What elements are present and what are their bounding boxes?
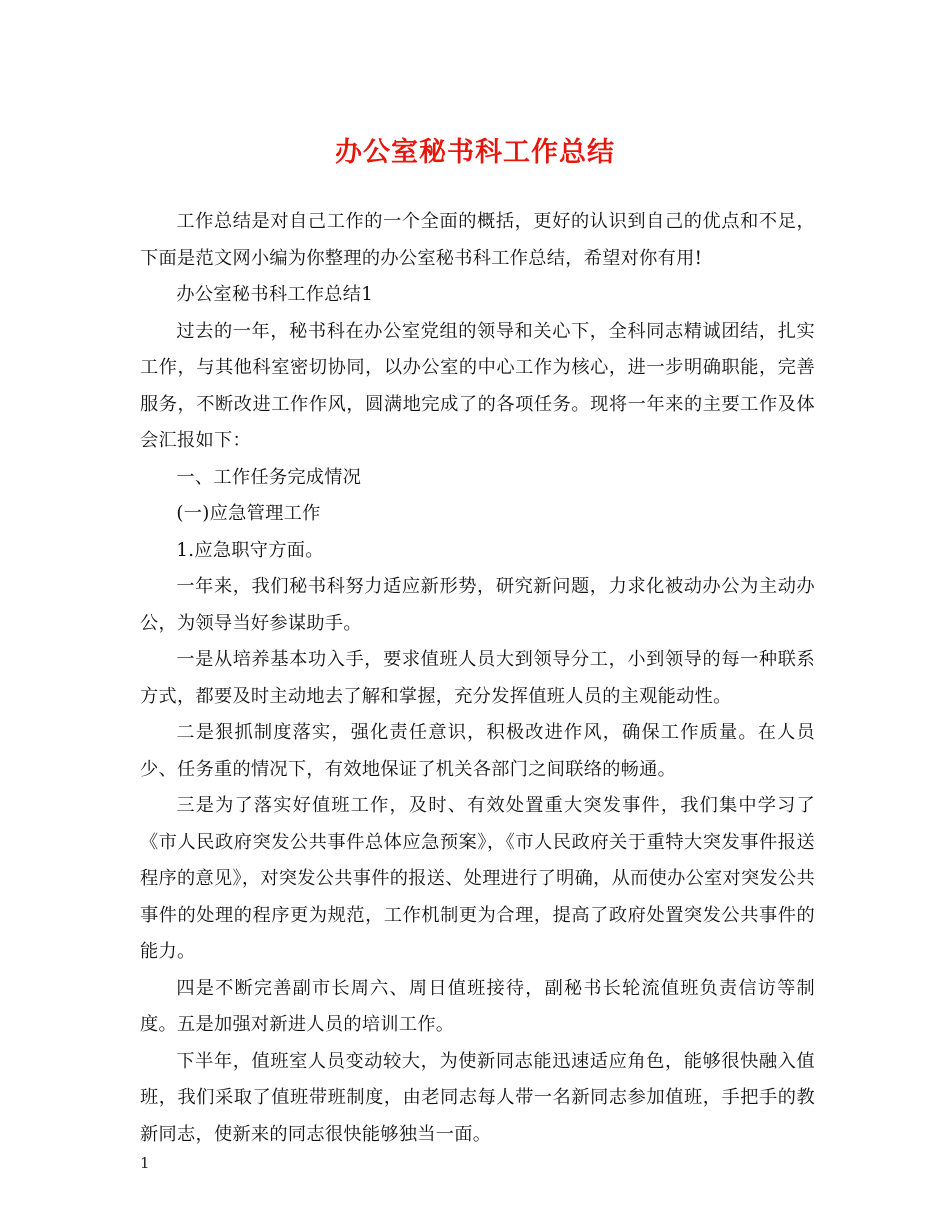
page-number: 1: [140, 1154, 150, 1172]
paragraph: 一是从培养基本功入手，要求值班人员大到领导分工，小到领导的每一种联系方式，都要及时主动地去了解和掌握，充分发挥值班人员的主观能动性。: [140, 649, 815, 707]
item-heading: 1.应急职守方面。: [176, 539, 324, 561]
document-body: [140, 204, 815, 1153]
document-title: 办公室秘书科工作总结: [335, 137, 615, 168]
section-heading: 一、工作任务完成情况: [176, 466, 362, 488]
paragraph: 一年来，我们秘书科努力适应新形势，研究新问题，力求化被动办公为主动办公，为领导当好参谋助手。: [140, 576, 815, 634]
paragraph: 三是为了落实好值班工作，及时、有效处置重大突发事件，我们集中学习了《市人民政府突发公共事件总体应急预案》，《市人民政府关于重特大突发事件报送程序的意见》，对突发公共事件的报送、处理进行了明确，从而使办公室对突发公共事件的处理的程序更为规范，工作机制更为合理，提高了政府处置突发公共事件的能力。: [140, 795, 815, 962]
paragraph: 下半年，值班室人员变动较大，为使新同志能迅速适应角色，能够很快融入值班，我们采取了值班带班制度，由老同志每人带一名新同志参加值班，手把手的教新同志，使新来的同志很快能够独当一面。: [140, 1050, 815, 1145]
paragraph: 四是不断完善副市长周六、周日值班接待，副秘书长轮流值班负责信访等制度。五是加强对新进人员的培训工作。: [140, 977, 815, 1035]
subsection-heading: (一)应急管理工作: [176, 503, 321, 524]
paragraph-intro: 工作总结是对自己工作的一个全面的概括，更好的认识到自己的优点和不足，下面是范文网小编为你整理的办公室秘书科工作总结，希望对你有用!: [140, 211, 815, 269]
paragraph: 二是狠抓制度落实，强化责任意识，积极改进作风，确保工作质量。在人员少、任务重的情况下，有效地保证了机关各部门之间联络的畅通。: [140, 722, 815, 780]
paragraph-overview: 过去的一年，秘书科在办公室党组的领导和关心下，全科同志精诚团结，扎实工作，与其他科室密切协同，以办公室的中心工作为核心，进一步明确职能，完善服务，不断改进工作作风，圆满地完成了的各项任务。现将一年来的主要工作及体会汇报如下：: [140, 320, 815, 451]
paragraph-subtitle: 办公室秘书科工作总结1: [176, 284, 374, 305]
